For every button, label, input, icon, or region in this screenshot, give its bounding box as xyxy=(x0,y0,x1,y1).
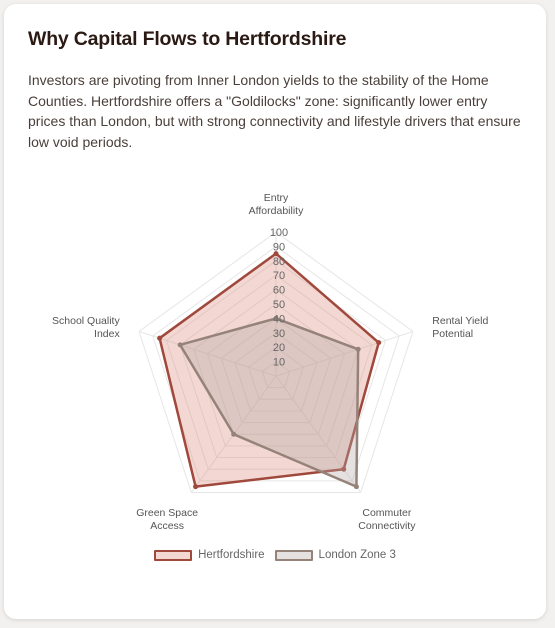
data-point-0-1 xyxy=(376,340,381,345)
data-point-1-3 xyxy=(231,432,236,437)
chart-title: Why Capital Flows to Hertfordshire xyxy=(28,28,347,50)
legend-item-london-zone-3[interactable] xyxy=(275,549,396,561)
data-point-1-1 xyxy=(356,347,361,352)
tick-label-20: 20 xyxy=(272,342,286,355)
chart-card xyxy=(4,4,546,619)
legend-label-hertfordshire: Hertfordshire xyxy=(198,549,265,561)
tick-label-40: 40 xyxy=(272,313,286,326)
tick-label-10: 10 xyxy=(272,356,286,369)
tick-label-50: 50 xyxy=(272,299,286,311)
data-point-0-3 xyxy=(193,484,198,489)
legend-item-hertfordshire[interactable] xyxy=(154,549,264,561)
axis-label-3: Green Space Access xyxy=(136,506,199,532)
legend-swatch-hertfordshire xyxy=(154,550,192,561)
data-point-1-2 xyxy=(354,484,359,489)
chart-legend xyxy=(4,549,546,561)
data-point-1-4 xyxy=(178,342,183,347)
chart-description: Investors are pivoting from Inner London yields to the stability of the Home Counties. Hertfordshire offers a "Goldilocks" zone: significantly lower entry prices than London, but with strong connectivity and lifestyle drivers that ensure low void periods. xyxy=(28,72,521,150)
axis-label-2: Commuter Connectivity xyxy=(358,506,416,532)
legend-label-london-zone-3: London Zone 3 xyxy=(318,549,396,561)
data-point-0-4 xyxy=(157,336,162,341)
axis-label-1: Rental Yield Potential xyxy=(432,315,489,341)
tick-label-70: 70 xyxy=(272,270,286,283)
axis-label-0: Entry Affordability xyxy=(248,192,304,217)
tick-label-60: 60 xyxy=(272,284,286,297)
tick-label-90: 90 xyxy=(272,241,286,254)
tick-label-30: 30 xyxy=(272,327,286,340)
legend-swatch-london-zone-3 xyxy=(275,550,313,561)
radar-chart xyxy=(4,4,546,544)
tick-label-80: 80 xyxy=(272,255,286,268)
tick-label-100: 100 xyxy=(269,227,289,239)
axis-label-4: School Quality Index xyxy=(52,315,120,341)
